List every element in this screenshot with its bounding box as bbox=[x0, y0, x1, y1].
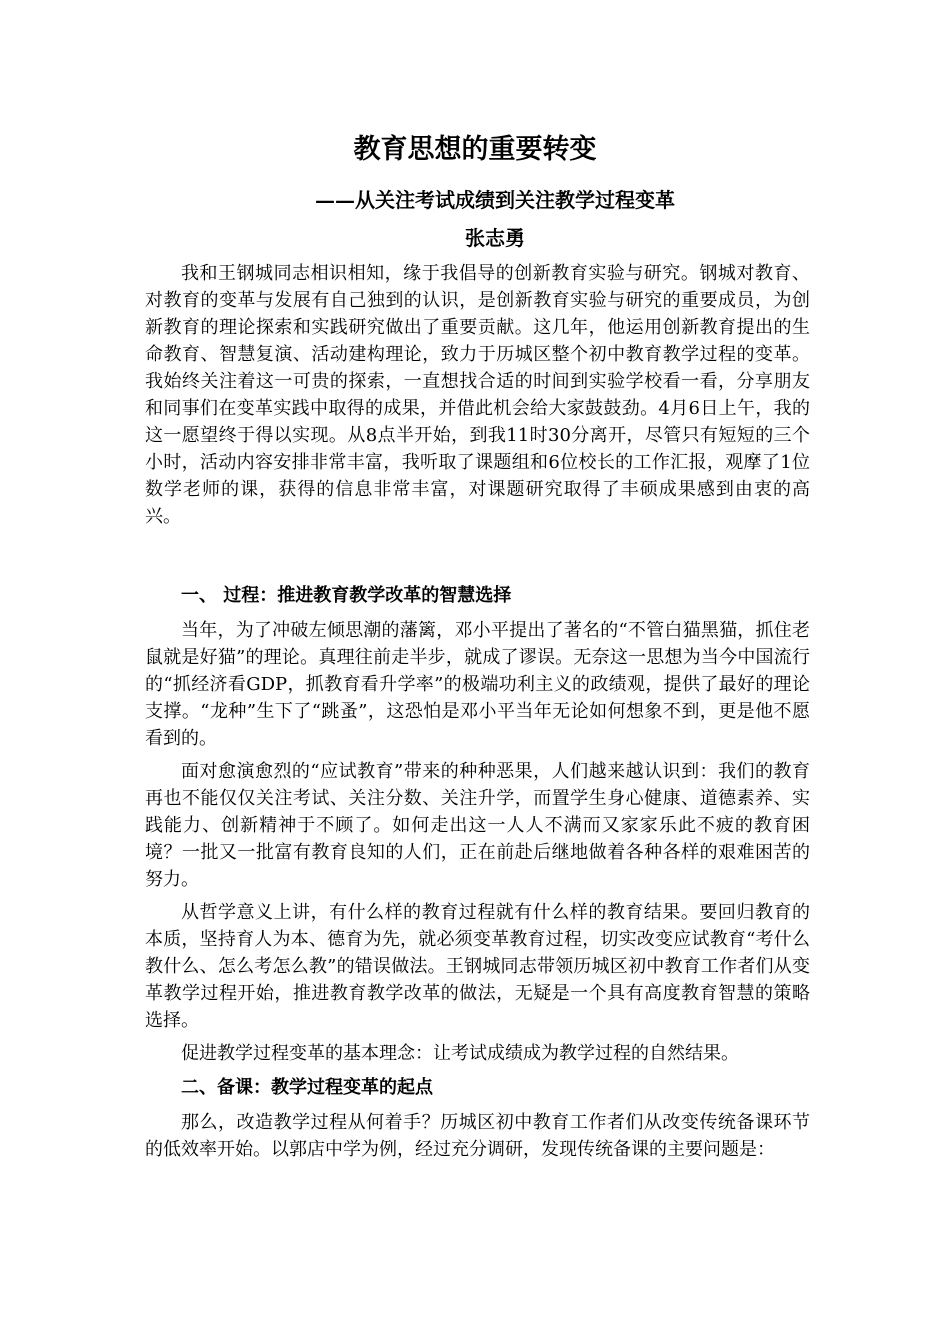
document-subtitle: ——从关注考试成绩到关注教学过程变革 bbox=[315, 188, 675, 212]
section-heading-2: 二、备课：教学过程变革的起点 bbox=[181, 1077, 433, 1098]
body-paragraph: 面对愈演愈烈的“应试教育”带来的种种恶果，人们越来越认识到：我们的教育再也不能仅仅关注考试、关注分数、关注升学，而置学生身心健康、道德素养、实践能力、创新精神于不顾了。如何走出这一人人不满而又家家乐此不疲的教育困境？一批又一批富有教育良知的人们，正在前赴后继地做着各种各样的艰难困苦的努力。 bbox=[145, 761, 810, 890]
body-paragraph: 当年，为了冲破左倾思潮的藩篱，邓小平提出了著名的“不管白猫黑猫，抓住老鼠就是好猫”的理论。真理往前走半步，就成了谬误。无奈这一思想为当今中国流行的“抓经济看GDP，抓教育看升学率”的极端功利主义的政绩观，提供了最好的理论支撑。“龙种”生下了“跳蚤”，这恐怕是邓小平当年无论如何想象不到，更是他不愿看到的。 bbox=[145, 620, 810, 749]
document-body bbox=[145, 260, 810, 1163]
body-paragraph: 那么，改造教学过程从何着手？历城区初中教育工作者们从改变传统备课环节的低效率开始。以郭店中学为例，经过充分调研，发现传统备课的主要问题是： bbox=[145, 1112, 810, 1160]
intro-paragraph: 我和王钢城同志相识相知，缘于我倡导的创新教育实验与研究。钢城对教育、对教育的变革与发展有自己独到的认识，是创新教育实验与研究的重要成员，为创新教育的理论探索和实践研究做出了重要贡献。这几年，他运用创新教育提出的生命教育、智慧复演、活动建构理论，致力于历城区整个初中教育教学过程的变革。我始终关注着这一可贵的探索，一直想找合适的时间到实验学校看一看，分享朋友和同事们在变革实践中取得的成果，并借此机会给大家鼓鼓劲。4月6日上午，我的这一愿望终于得以实现。从8点半开始，到我11时30分离开，尽管只有短短的三个小时，活动内容安排非常丰富，我听取了课题组和6位校长的工作汇报，观摩了1位数学老师的课，获得的信息非常丰富，对课题研究取得了丰硕成果感到由衷的高兴。 bbox=[145, 263, 810, 527]
body-paragraph: 从哲学意义上讲，有什么样的教育过程就有什么样的教育结果。要回归教育的本质，坚持育人为本、德育为先，就必须变革教育过程，切实改变应试教育“考什么教什么、怎么考怎么教”的错误做法。王钢城同志带领历城区初中教育工作者们从变革教学过程开始，推进教育教学改革的做法，无疑是一个具有高度教育智慧的策略选择。 bbox=[145, 902, 810, 1031]
document-title: 教育思想的重要转变 bbox=[353, 134, 597, 165]
document-author: 张志勇 bbox=[465, 226, 525, 250]
body-paragraph: 促进教学过程变革的基本理念：让考试成绩成为教学过程的自然结果。 bbox=[181, 1043, 739, 1064]
spacer bbox=[145, 530, 810, 581]
section-heading-1: 一、 过程：推进教育教学改革的智慧选择 bbox=[181, 585, 512, 606]
